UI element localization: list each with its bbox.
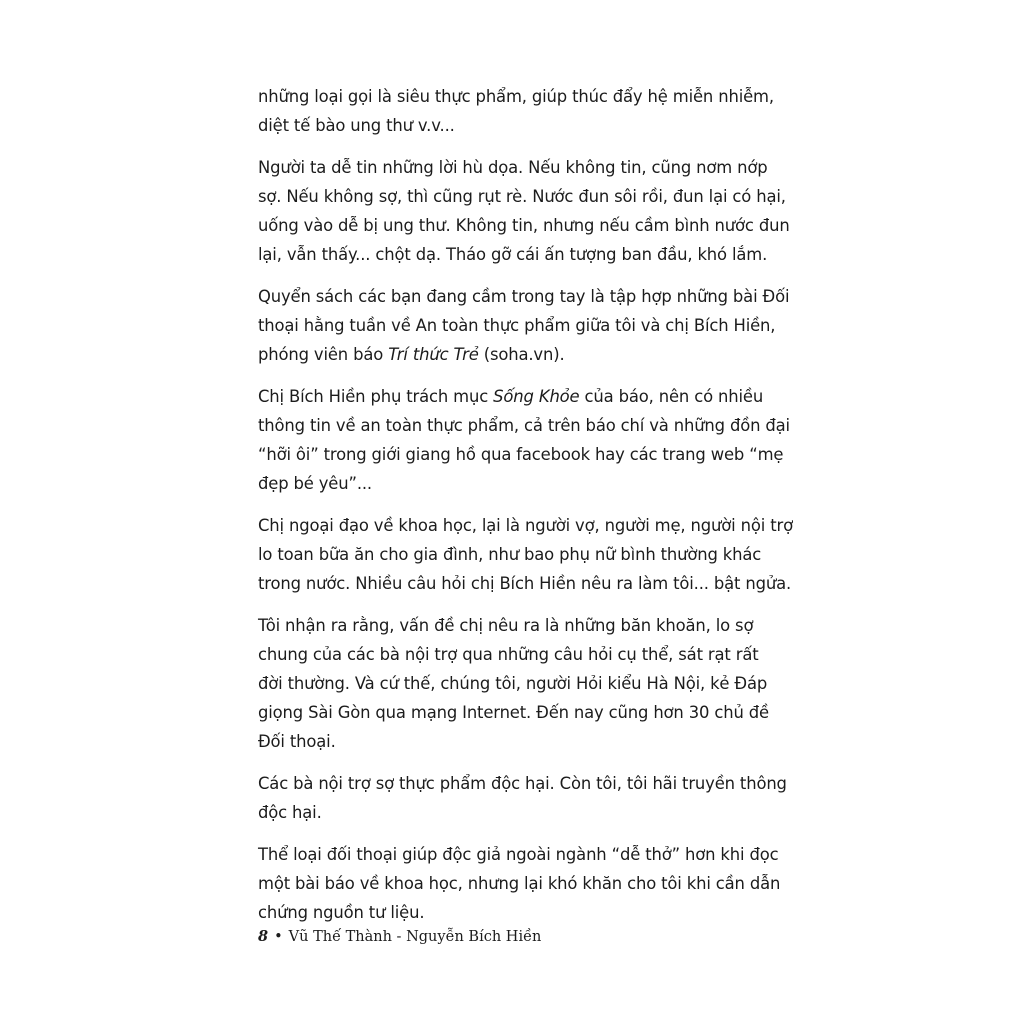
text-segment: Quyển sách các bạn đang cầm trong tay là tập hợp những bài Đối bbox=[258, 287, 790, 306]
text-segment: Người ta dễ tin những lời hù dọa. Nếu không tin, cũng nơm nớp bbox=[258, 158, 768, 177]
text-line bbox=[258, 340, 778, 369]
text-segment: Đối thoại. bbox=[258, 732, 336, 751]
paragraph bbox=[258, 611, 778, 756]
paragraph bbox=[258, 840, 781, 927]
text-line bbox=[258, 611, 778, 640]
text-line bbox=[258, 382, 778, 411]
text-line bbox=[258, 440, 784, 469]
text-segment: những loại gọi là siêu thực phẩm, giúp thúc đẩy hệ miễn nhiễm, bbox=[258, 87, 774, 106]
paragraph bbox=[258, 82, 778, 140]
text-segment: trong nước. Nhiều câu hỏi chị Bích Hiền nêu ra làm tôi... bật ngửa. bbox=[258, 574, 792, 593]
text-line bbox=[258, 411, 790, 440]
text-segment: độc hại. bbox=[258, 803, 322, 822]
text-line bbox=[258, 153, 778, 182]
text-line bbox=[258, 640, 778, 669]
paragraph bbox=[258, 769, 787, 827]
text-line bbox=[258, 282, 790, 311]
text-segment: thông tin về an toàn thực phẩm, cả trên báo chí và những đồn đại bbox=[258, 416, 790, 435]
text-line bbox=[258, 898, 778, 927]
text-line bbox=[258, 182, 786, 211]
paragraph bbox=[258, 282, 790, 369]
text-segment: Tôi nhận ra rằng, vấn đề chị nêu ra là những băn khoăn, lo sợ bbox=[258, 616, 754, 635]
text-segment: Các bà nội trợ sợ thực phẩm độc hại. Còn tôi, tôi hãi truyền thông bbox=[258, 774, 787, 793]
text-segment: Chị Bích Hiền phụ trách mục bbox=[258, 387, 494, 406]
page-number: 8 bbox=[258, 928, 269, 945]
text-segment: sợ. Nếu không sợ, thì cũng rụt rè. Nước đun sôi rồi, đun lại có hại, bbox=[258, 187, 786, 206]
italic-text: Trí thức Trẻ bbox=[388, 345, 479, 364]
text-segment: diệt tế bào ung thư v.v... bbox=[258, 116, 455, 135]
text-segment: Thể loại đối thoại giúp độc giả ngoài ngành “dễ thở” hơn khi đọc bbox=[258, 845, 779, 864]
text-line bbox=[258, 798, 778, 827]
text-segment: đời thường. Và cứ thế, chúng tôi, người Hỏi kiểu Hà Nội, kẻ Đáp bbox=[258, 674, 768, 693]
italic-text: Sống Khỏe bbox=[493, 387, 580, 406]
text-segment: chung của các bà nội trợ qua những câu hỏi cụ thể, sát rạt rất bbox=[258, 645, 759, 664]
paragraph bbox=[258, 382, 790, 498]
text-line bbox=[258, 869, 781, 898]
text-segment: phóng viên báo bbox=[258, 345, 389, 364]
paragraph bbox=[258, 153, 790, 269]
text-line bbox=[258, 727, 778, 756]
text-segment: của báo, nên có nhiều bbox=[579, 387, 764, 406]
text-segment: đẹp bé yêu”... bbox=[258, 474, 372, 493]
text-line bbox=[258, 469, 778, 498]
text-segment: giọng Sài Gòn qua mạng Internet. Đến nay cũng hơn 30 chủ đề bbox=[258, 703, 769, 722]
page-footer bbox=[258, 928, 541, 945]
text-segment: Chị ngoại đạo về khoa học, lại là người vợ, người mẹ, người nội trợ bbox=[258, 516, 793, 535]
text-line bbox=[258, 540, 778, 569]
footer-authors: Vũ Thế Thành - Nguyễn Bích Hiền bbox=[288, 929, 542, 945]
paragraph bbox=[258, 511, 793, 598]
text-line bbox=[258, 240, 778, 269]
text-segment: một bài báo về khoa học, nhưng lại khó khăn cho tôi khi cần dẫn bbox=[258, 874, 781, 893]
text-segment: chứng nguồn tư liệu. bbox=[258, 903, 425, 922]
text-line bbox=[258, 82, 778, 111]
footer-separator: • bbox=[274, 929, 283, 945]
text-segment: “hỡi ôi” trong giới giang hồ qua facebook hay các trang web “mẹ bbox=[258, 445, 784, 464]
text-line bbox=[258, 698, 778, 727]
text-line bbox=[258, 111, 778, 140]
text-segment: lại, vẫn thấy... chột dạ. Tháo gỡ cái ấn tượng ban đầu, khó lắm. bbox=[258, 245, 768, 264]
text-segment: thoại hằng tuần về An toàn thực phẩm giữa tôi và chị Bích Hiền, bbox=[258, 316, 776, 335]
text-line bbox=[258, 569, 792, 598]
text-segment: uống vào dễ bị ung thư. Không tin, nhưng nếu cầm bình nước đun bbox=[258, 216, 790, 235]
text-segment: (soha.vn). bbox=[478, 345, 565, 364]
text-line bbox=[258, 769, 787, 798]
body-text bbox=[258, 82, 793, 940]
text-segment: lo toan bữa ăn cho gia đình, như bao phụ nữ bình thường khác bbox=[258, 545, 762, 564]
text-line bbox=[258, 311, 778, 340]
text-line bbox=[258, 511, 793, 540]
text-line bbox=[258, 840, 778, 869]
text-line bbox=[258, 669, 778, 698]
text-line bbox=[258, 211, 790, 240]
